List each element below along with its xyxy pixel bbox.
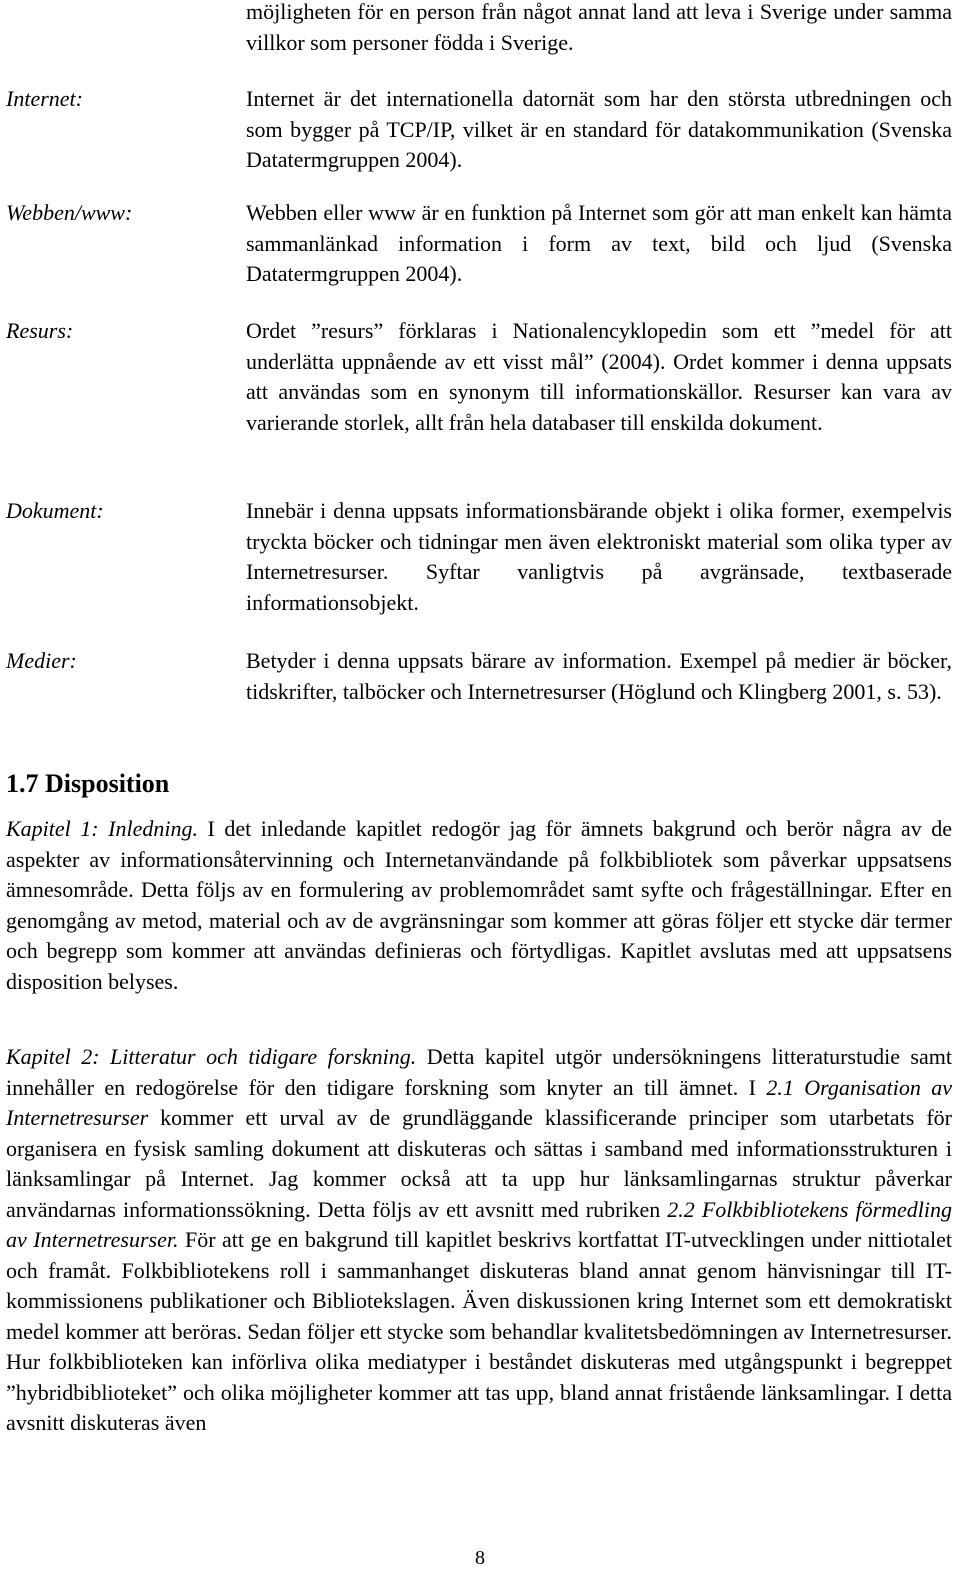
term-definition: Ordet ”resurs” förklaras i Nationalencyklopedin som ett ”medel för att underlätta uppnående av ett visst mål” (2004). Ordet kommer i denna uppsats att användas som en synonym till informationskällor. Resurser kan vara av varierande storlek, allt från hela databaser till enskilda dokument. <box>246 318 952 435</box>
paragraph-kapitel-2 <box>6 1042 952 1439</box>
paragraph-text: kommer ett urval av de grundläggande klassificerande principer som utarbetats för organisera en fysisk samling dokument att diskuteras och sättas i samband med informationsstrukturen i länksamlingar på Internet. Jag kommer också att ta upp hur länksamlingarnas struktur påverkar användarnas informationssökning. Detta följs av ett avsnitt med rubriken <box>6 1105 952 1222</box>
term-label: Internet: <box>6 86 83 111</box>
paragraph-kapitel-1 <box>6 814 952 997</box>
term-definition: Innebär i denna uppsats informationsbärande objekt i olika former, exempelvis tryckta böcker och tidningar men även elektroniskt material som olika typer av Internetresurser. Syftar vanligtvis på avgränsade, textbaserade informationsobjekt. <box>246 498 952 615</box>
chapter-lead: Kapitel 2: Litteratur och tidigare forskning. <box>6 1044 417 1069</box>
term-definition: Internet är det internationella datornät som har den största utbredningen och som bygger på TCP/IP, vilket är en standard för datakommunikation (Svenska Datatermgruppen 2004). <box>246 86 952 172</box>
paragraph-text: I det inledande kapitlet redogör jag för ämnets bakgrund och berör några av de aspekter av informationsåtervinning och Internetanvändande på folkbibliotek som påverkar uppsatsens ämnesområde. Detta följs av en formulering av problemområdet samt syfte och frågeställningar. Efter en genomgång av metod, material och av de avgränsningar som kommer att göras följer ett stycke där termer och begrepp som kommer att användas definieras och förtydligas. Kapitlet avslutas med att uppsatsens disposition belyses. <box>6 816 952 994</box>
term-label: Resurs: <box>6 318 74 343</box>
paragraph-text: För att ge en bakgrund till kapitlet beskrivs kortfattat IT-utvecklingen under nittiotalet och framåt. Folkbibliotekens roll i sammanhanget diskuteras bland annat genom hänvisningar till IT-kommissionens publikationer och Bibliotekslagen. Även diskussionen kring Internet som ett demokratiskt medel kommer att beröras. Sedan följer ett stycke som behandlar kvalitetsbedömningen av Internetresurser. Hur folkbiblioteken kan införliva olika mediatyper i beståndet diskuteras med utgångspunkt i begreppet ”hybridbiblioteket” och olika möjligheter kommer att tas upp, bland annat fristående länksamlingar. I detta avsnitt diskuteras även <box>6 1227 952 1435</box>
section-reference: 2.1 Organisation av Internetresurser <box>6 1074 953 1130</box>
chapter-lead: Kapitel 1: Inledning. <box>6 816 198 841</box>
term-label: Dokument: <box>6 498 104 523</box>
paragraph-text: Detta kapitel utgör undersökningens litteraturstudie samt innehåller en redogörelse för den tidigare forskning som knyter an till ämnet. I <box>6 1044 952 1100</box>
section-reference: 2.2 Folkbibliotekens förmedling av Internetresurser. <box>6 1196 953 1252</box>
term-label: Webben/www: <box>6 200 133 225</box>
intro-paragraph: möjligheten för en person från något annat land att leva i Sverige under samma villkor som personer födda i Sverige. <box>246 0 952 55</box>
term-definition: Webben eller www är en funktion på Internet som gör att man enkelt kan hämta sammanlänkad information i form av text, bild och ljud (Svenska Datatermgruppen 2004). <box>246 200 952 286</box>
page-number: 8 <box>475 1547 485 1569</box>
term-definition: Betyder i denna uppsats bärare av information. Exempel på medier är böcker, tidskrifter, talböcker och Internetresurser (Höglund och Klingberg 2001, s. 53). <box>246 648 952 704</box>
term-label: Medier: <box>6 648 77 673</box>
section-heading: 1.7 Disposition <box>6 769 170 798</box>
